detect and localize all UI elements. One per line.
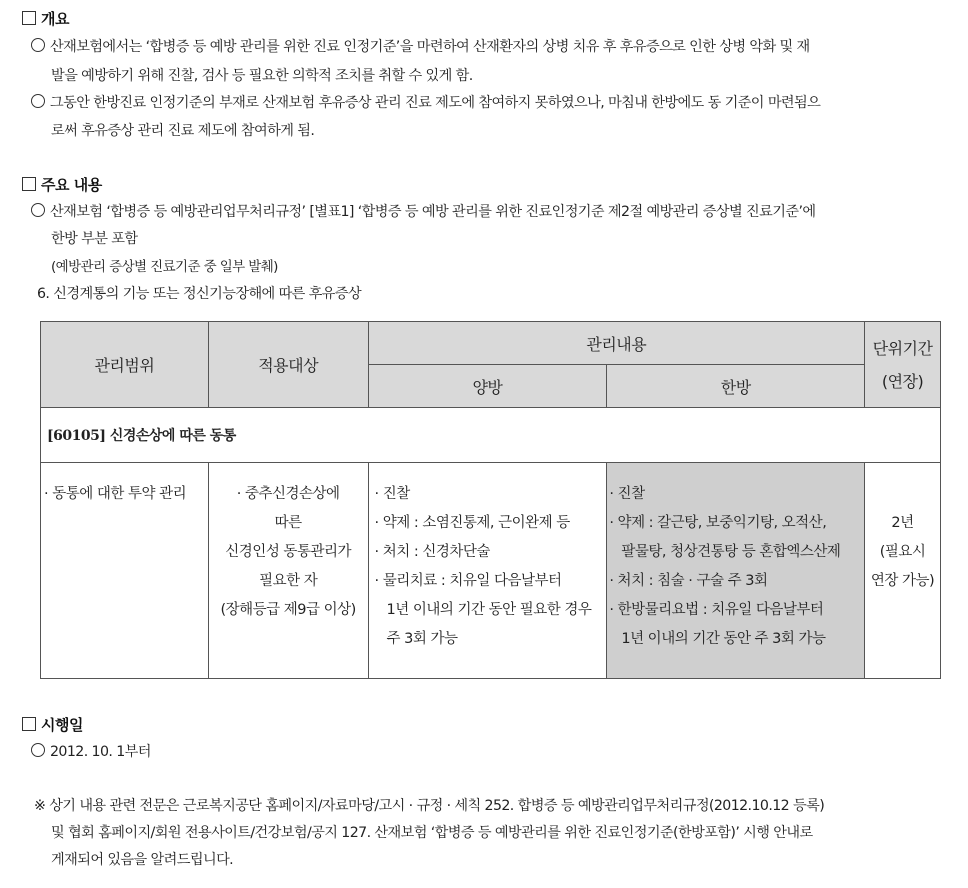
excerpt-note: (예방관리 증상별 진료기준 중 일부 발췌) bbox=[51, 259, 278, 275]
effective-title-text: 시행일 bbox=[41, 716, 83, 734]
row-period bbox=[865, 463, 941, 679]
main-content-item-line2: 한방 부분 포함 bbox=[51, 231, 138, 247]
oriental-line: · 약제 : 갈근탕, 보중익기탕, 오적산, bbox=[609, 515, 827, 531]
target-line: 신경인성 동통관리가 bbox=[225, 544, 351, 560]
overview-item-2-line2: 로써 후유증상 관리 진료 제도에 참여하게 됨. bbox=[51, 123, 315, 139]
target-line: 따른 bbox=[274, 515, 302, 531]
western-line: · 처치 : 신경차단술 bbox=[374, 544, 490, 560]
header-oriental: 한방 bbox=[607, 365, 865, 408]
row-target bbox=[208, 463, 368, 679]
overview-title-text: 개요 bbox=[41, 10, 69, 28]
table-subheading: 6. 신경계통의 기능 또는 정신기능장해에 따른 후유증상 bbox=[37, 286, 362, 302]
target-line: (장해등급 제9급 이상) bbox=[220, 602, 356, 618]
header-period-line1: 단위기간 bbox=[872, 338, 933, 358]
circle-bullet-icon bbox=[31, 203, 45, 217]
oriental-line: 1년 이내의 기간 동안 주 3회 가능 bbox=[621, 631, 826, 647]
target-line: · 중추신경손상에 bbox=[236, 486, 340, 502]
western-line: 주 3회 가능 bbox=[386, 631, 458, 647]
row-scope bbox=[41, 463, 209, 679]
header-scope: 관리범위 bbox=[41, 322, 209, 408]
section-effective-title bbox=[22, 714, 83, 735]
circle-bullet-icon bbox=[31, 743, 45, 757]
overview-item-1-line1 bbox=[31, 36, 810, 56]
square-bullet-icon bbox=[22, 177, 36, 191]
header-target: 적용대상 bbox=[208, 322, 368, 408]
western-line: · 약제 : 소염진통제, 근이완제 등 bbox=[374, 515, 570, 531]
main-content-title-text: 주요 내용 bbox=[41, 176, 102, 194]
circle-bullet-icon bbox=[31, 94, 45, 108]
target-line: 필요한 자 bbox=[259, 573, 318, 589]
circle-bullet-icon bbox=[31, 38, 45, 52]
overview-item-1-text: 산재보험에서는 ‘합병증 등 예방 관리를 위한 진료 인정기준’을 마련하여 산재환자의 상병 치유 후 후유증으로 인한 상병 악화 및 재 bbox=[50, 39, 810, 55]
row-western bbox=[368, 463, 607, 679]
western-line: 1년 이내의 기간 동안 필요한 경우 bbox=[386, 602, 592, 618]
oriental-line: · 진찰 bbox=[609, 486, 645, 502]
oriental-line: · 한방물리요법 : 치유일 다음날부터 bbox=[609, 602, 824, 618]
overview-item-2-text: 그동안 한방진료 인정기준의 부재로 산재보험 후유증상 관리 진료 제도에 참여하지 못하였으나, 마침내 한방에도 동 기준이 마련됨으 bbox=[50, 95, 821, 111]
square-bullet-icon bbox=[22, 717, 36, 731]
period-line: 연장 가능) bbox=[870, 573, 935, 589]
effective-date bbox=[31, 741, 151, 761]
notice-line2: 및 협회 홈페이지/회원 전용사이트/건강보험/공지 127. 산재보험 ‘합병증 등 예방관리를 위한 진료인정기준(한방포함)’ 시행 안내로 bbox=[51, 825, 813, 841]
overview-item-2-line1 bbox=[31, 92, 820, 112]
section-main-content-title bbox=[22, 174, 102, 195]
square-bullet-icon bbox=[22, 11, 36, 25]
header-western: 양방 bbox=[368, 365, 607, 408]
oriental-line: · 처치 : 침술 · 구술 주 3회 bbox=[609, 573, 768, 589]
period-line: (필요시 bbox=[879, 544, 926, 560]
header-content: 관리내용 bbox=[368, 322, 865, 365]
effective-date-text: 2012. 10. 1부터 bbox=[50, 744, 151, 760]
notice-line1: ※ 상기 내용 관련 전문은 근로복지공단 홈페이지/자료마당/고시 · 규정 · 세칙 252. 합병증 등 예방관리업무처리규정(2012.10.12 등록) bbox=[34, 798, 825, 814]
row-oriental bbox=[607, 463, 865, 679]
western-line: · 물리치료 : 치유일 다음날부터 bbox=[374, 573, 562, 589]
row-scope-text: · 동통에 대한 투약 관리 bbox=[44, 486, 187, 502]
overview-item-1-line2: 발을 예방하기 위해 진찰, 검사 등 필요한 의학적 조치를 취할 수 있게 함. bbox=[51, 68, 473, 84]
header-period-line2: (연장) bbox=[881, 371, 924, 391]
western-line: · 진찰 bbox=[374, 486, 410, 502]
section-overview-title bbox=[22, 8, 69, 29]
category-row: [60105] 신경손상에 따른 동통 bbox=[41, 408, 941, 463]
period-line: 2년 bbox=[891, 515, 914, 531]
oriental-line: 팔물탕, 청상견통탕 등 혼합엑스산제 bbox=[621, 544, 841, 560]
header-period bbox=[865, 322, 941, 408]
main-content-item-line1 bbox=[31, 201, 815, 221]
care-criteria-table bbox=[40, 321, 941, 679]
main-content-item-text: 산재보험 ‘합병증 등 예방관리업무처리규정’ [별표1] ‘합병증 등 예방 관리를 위한 진료인정기준 제2절 예방관리 증상별 진료기준’에 bbox=[50, 204, 816, 220]
notice-line3: 게재되어 있음을 알려드립니다. bbox=[51, 852, 234, 868]
